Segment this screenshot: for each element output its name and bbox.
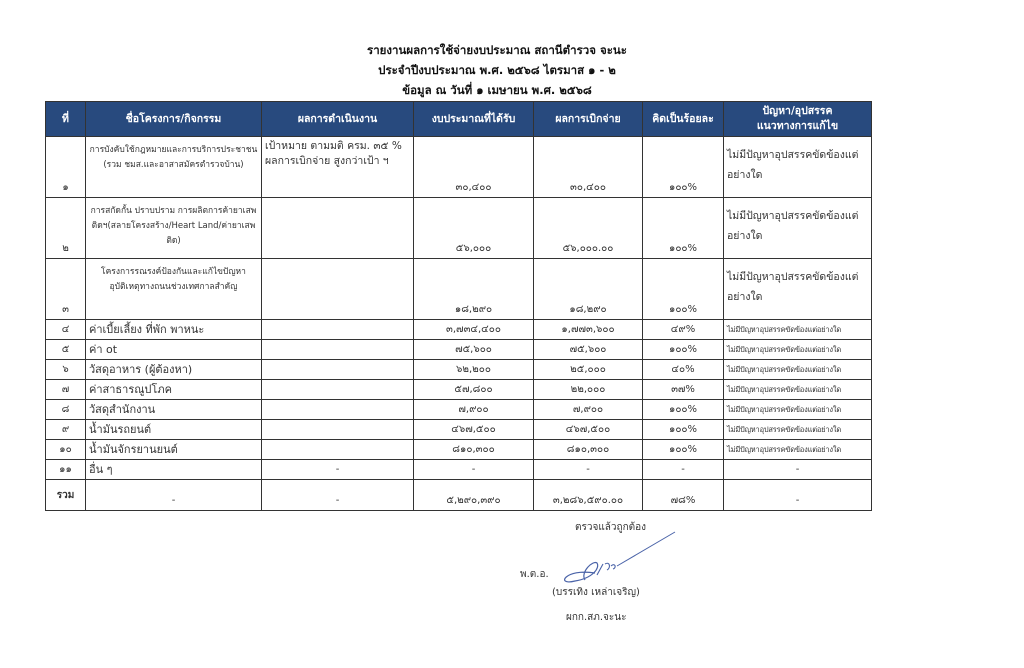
signer-position: ผกก.สภ.จะนะ <box>566 612 627 623</box>
total-budget: ๕,๒๙๐,๓๙๐ <box>414 480 534 511</box>
performance-result <box>262 380 414 400</box>
budget-received: ๔๖๗,๕๐๐ <box>414 420 534 440</box>
row-number: ๑ <box>46 137 86 198</box>
project-name: โครงการรณรงค์ป้องกันและแก้ไขปัญหาอุบัติเหตุทางถนนช่วงเทศกาลสำคัญ <box>86 259 262 320</box>
performance-result <box>262 360 414 380</box>
project-name: น้ำมันจักรยานยนต์ <box>86 440 262 460</box>
performance-result: เป้าหมาย ตามมติ ครม. ๓๕ % ผลการเบิกจ่าย สูงกว่าเป้า ฯ <box>262 137 414 198</box>
header-result: ผลการดำเนินงาน <box>262 102 414 137</box>
table-row <box>46 360 872 380</box>
budget-received: ๕๗,๘๐๐ <box>414 380 534 400</box>
project-name: การบังคับใช้กฎหมายและการบริการประชาชน (รวม ชมส.และอาสาสมัครตำรวจบ้าน) <box>86 137 262 198</box>
title-line-1: รายงานผลการใช้จ่ายงบประมาณ สถานีตำรวจ จะนะ <box>367 43 627 57</box>
performance-result <box>262 440 414 460</box>
performance-result <box>262 320 414 340</box>
disbursed-amount: ๗๕,๖๐๐ <box>534 340 643 360</box>
header-issues-line1: ปัญหา/อุปสรรค <box>762 105 833 117</box>
budget-received: ๗,๙๐๐ <box>414 400 534 420</box>
disbursed-amount: ๓๐,๔๐๐ <box>534 137 643 198</box>
performance-result <box>262 340 414 360</box>
issues-solutions: ไม่มีปัญหาอุปสรรคขัดข้องแต่อย่างใด <box>724 340 872 360</box>
project-name: การสกัดกั้น ปราบปราม การผลิตการค้ายาเสพติดฯ(สลายโครงสร้าง/Heart Land/ค่ายาเสพติด) <box>86 198 262 259</box>
budget-received: ๘๑๐,๓๐๐ <box>414 440 534 460</box>
total-project: - <box>86 480 262 511</box>
signer-name: (บรรเทิง เหล่าเจริญ) <box>552 587 640 598</box>
percent-value: ๑๐๐% <box>643 198 724 259</box>
percent-value: - <box>643 460 724 480</box>
percent-value: ๑๐๐% <box>643 420 724 440</box>
table-row <box>46 400 872 420</box>
table-header-row <box>46 102 872 137</box>
table-row <box>46 320 872 340</box>
table-row <box>46 259 872 320</box>
budget-table <box>45 101 872 511</box>
header-project: ชื่อโครงการ/กิจกรรม <box>86 102 262 137</box>
row-number: ๑๑ <box>46 460 86 480</box>
budget-received: ๓,๗๓๔,๔๐๐ <box>414 320 534 340</box>
total-disbursed: ๓,๒๘๖,๕๙๐.๐๐ <box>534 480 643 511</box>
header-issues <box>724 102 872 137</box>
performance-result <box>262 198 414 259</box>
project-name: วัสดุสำนักงาน <box>86 400 262 420</box>
project-name: อื่น ๆ <box>86 460 262 480</box>
issues-solutions: ไม่มีปัญหาอุปสรรคขัดข้องแต่อย่างใด <box>724 320 872 340</box>
budget-received: ๑๘,๒๙๐ <box>414 259 534 320</box>
budget-received: ๓๐,๔๐๐ <box>414 137 534 198</box>
project-name: วัสดุอาหาร (ผู้ต้องหา) <box>86 360 262 380</box>
header-budget: งบประมาณที่ได้รับ <box>414 102 534 137</box>
header-issues-line2: แนวทางการแก้ไข <box>756 120 839 132</box>
disbursed-amount: - <box>534 460 643 480</box>
budget-received: - <box>414 460 534 480</box>
table-row <box>46 137 872 198</box>
project-name: น้ำมันรถยนต์ <box>86 420 262 440</box>
total-issues: - <box>724 480 872 511</box>
row-number: ๙ <box>46 420 86 440</box>
signer-rank: พ.ต.อ. <box>520 569 549 580</box>
disbursed-amount: ๔๖๗,๕๐๐ <box>534 420 643 440</box>
issues-solutions: ไม่มีปัญหาอุปสรรคขัดข้องแต่อย่างใด <box>724 137 872 198</box>
total-label: รวม <box>46 480 86 511</box>
percent-value: ๔๐% <box>643 360 724 380</box>
table-row <box>46 460 872 480</box>
row-number: ๕ <box>46 340 86 360</box>
row-number: ๓ <box>46 259 86 320</box>
total-percent: ๗๘% <box>643 480 724 511</box>
title-line-3: ข้อมูล ณ วันที่ ๑ เมษายน พ.ศ. ๒๕๖๘ <box>402 83 592 97</box>
percent-value: ๑๐๐% <box>643 137 724 198</box>
issues-solutions: ไม่มีปัญหาอุปสรรคขัดข้องแต่อย่างใด <box>724 440 872 460</box>
performance-result <box>262 420 414 440</box>
signature-image <box>555 528 680 588</box>
percent-value: ๑๐๐% <box>643 340 724 360</box>
total-row <box>46 480 872 511</box>
table-row <box>46 380 872 400</box>
total-result: - <box>262 480 414 511</box>
budget-received: ๗๕,๖๐๐ <box>414 340 534 360</box>
table-row <box>46 340 872 360</box>
percent-value: ๔๙% <box>643 320 724 340</box>
row-number: ๖ <box>46 360 86 380</box>
row-number: ๗ <box>46 380 86 400</box>
title-line-2: ประจำปีงบประมาณ พ.ศ. ๒๕๖๘ ไตรมาส ๑ - ๒ <box>378 63 616 77</box>
percent-value: ๑๐๐% <box>643 440 724 460</box>
row-number: ๑๐ <box>46 440 86 460</box>
header-no: ที่ <box>46 102 86 137</box>
disbursed-amount: ๒๕,๐๐๐ <box>534 360 643 380</box>
disbursed-amount: ๘๑๐,๓๐๐ <box>534 440 643 460</box>
disbursed-amount: ๗,๙๐๐ <box>534 400 643 420</box>
performance-result <box>262 259 414 320</box>
table-row <box>46 420 872 440</box>
issues-solutions: ไม่มีปัญหาอุปสรรคขัดข้องแต่อย่างใด <box>724 360 872 380</box>
disbursed-amount: ๑,๗๗๓,๖๐๐ <box>534 320 643 340</box>
budget-received: ๖๒,๒๐๐ <box>414 360 534 380</box>
certified-text: ตรวจแล้วถูกต้อง <box>575 522 647 533</box>
issues-solutions: ไม่มีปัญหาอุปสรรคขัดข้องแต่อย่างใด <box>724 259 872 320</box>
project-name: ค่า ot <box>86 340 262 360</box>
project-name: ค่าเบี้ยเลี้ยง ที่พัก พาหนะ <box>86 320 262 340</box>
row-number: ๔ <box>46 320 86 340</box>
header-percent: คิดเป็นร้อยละ <box>643 102 724 137</box>
disbursed-amount: ๕๖,๐๐๐.๐๐ <box>534 198 643 259</box>
disbursed-amount: ๒๒,๐๐๐ <box>534 380 643 400</box>
disbursed-amount: ๑๘,๒๙๐ <box>534 259 643 320</box>
percent-value: ๑๐๐% <box>643 400 724 420</box>
row-number: ๘ <box>46 400 86 420</box>
performance-result <box>262 400 414 420</box>
project-name: ค่าสาธารณูปโภค <box>86 380 262 400</box>
issues-solutions: ไม่มีปัญหาอุปสรรคขัดข้องแต่อย่างใด <box>724 198 872 259</box>
document-title-block <box>0 40 1024 100</box>
budget-received: ๕๖,๐๐๐ <box>414 198 534 259</box>
issues-solutions: ไม่มีปัญหาอุปสรรคขัดข้องแต่อย่างใด <box>724 420 872 440</box>
table-row <box>46 440 872 460</box>
header-disbursed: ผลการเบิกจ่าย <box>534 102 643 137</box>
performance-result: - <box>262 460 414 480</box>
row-number: ๒ <box>46 198 86 259</box>
issues-solutions: ไม่มีปัญหาอุปสรรคขัดข้องแต่อย่างใด <box>724 380 872 400</box>
percent-value: ๑๐๐% <box>643 259 724 320</box>
table-row <box>46 198 872 259</box>
issues-solutions: ไม่มีปัญหาอุปสรรคขัดข้องแต่อย่างใด <box>724 400 872 420</box>
issues-solutions: - <box>724 460 872 480</box>
percent-value: ๓๗% <box>643 380 724 400</box>
